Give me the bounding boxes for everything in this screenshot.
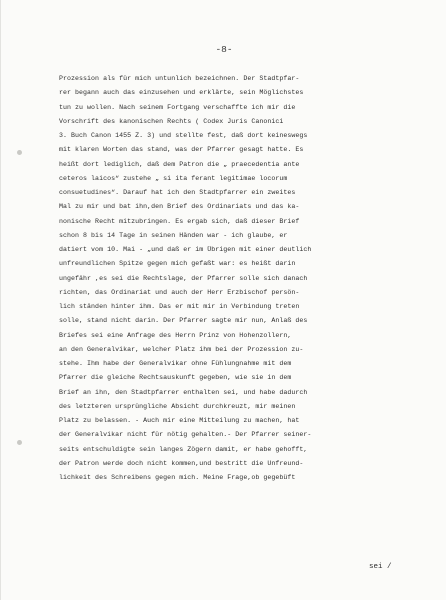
text-line: der Generalvikar nicht für nötig gehalten.- Der Pfarrer seiner- bbox=[59, 431, 312, 439]
text-line: seits entschuldigte sein langes Zögern damit, er habe gehofft, bbox=[59, 445, 308, 453]
text-line: stehe. Ihm habe der Generalvikar ohne Fühlungnahme mit dem bbox=[59, 360, 292, 367]
text-line: ceteros laicos“ zustehe „ si ita ferant legitimae locorum bbox=[59, 174, 288, 182]
continuation-mark: sei / bbox=[369, 563, 392, 571]
text-line: nonische Recht mitzubringen. Es ergab sich, daß dieser Brief bbox=[59, 217, 300, 225]
page-number: -8- bbox=[215, 44, 233, 55]
punch-hole-mark bbox=[17, 440, 22, 445]
text-line: der Patron werde doch nicht kommen,und bestritt die Unfreund- bbox=[59, 459, 304, 467]
text-line: 3. Buch Canon 1455 Z. 3) und stellte fest, daß dort keineswegs bbox=[59, 132, 308, 139]
text-line: consuetudines“. Darauf hat ich den Stadtpfarrer ein zweites bbox=[59, 189, 296, 196]
text-line: lich ständen hinter ihm. Das er mit mir in Verbindung treten bbox=[59, 303, 300, 310]
text-line: des letzteren ursprüngliche Absicht durchkreuzt, mir meinen bbox=[59, 402, 296, 410]
text-line: Pfarrer die gleiche Rechtsauskunft gegeben, wie sie in dem bbox=[59, 374, 292, 382]
text-line: lichkeit des Schreibens gegen mich. Meine Frage,ob gegebüft bbox=[59, 474, 296, 481]
text-line: unfreundlichen Spitze gegen mich gefaßt war: es heißt darin bbox=[59, 260, 296, 268]
text-line: solle, stand nicht darin. Der Pfarrer sagte mir nun, Anlaß des bbox=[59, 317, 308, 325]
text-line: richten, das Ordinariat und auch der Herr Erzbischof persön- bbox=[59, 288, 300, 296]
text-line: Mal zu mir und bat ihn,den Brief des Ordinariats und das ka- bbox=[59, 203, 300, 211]
text-line: ungefähr ,es sei die Rechtslage, der Pfarrer solle sich danach bbox=[59, 274, 308, 282]
text-line: Platz zu belassen. - Auch mir eine Mitteilung zu machen, hat bbox=[59, 417, 300, 424]
text-line: schon 8 bis 14 Tage in seinen Händen war - ich glaube, er bbox=[59, 231, 288, 239]
text-line: Brief an ihn, den Stadtpfarrer enthalten sei, und habe dadurch bbox=[59, 388, 308, 396]
text-line: Briefes sei eine Anfrage des Herrn Prinz von Hohenzollern, bbox=[59, 331, 292, 339]
punch-hole-mark bbox=[17, 150, 22, 155]
letter-body bbox=[59, 72, 439, 485]
text-line: rer begann auch das einzusehen und erklärte, sein Möglichstes bbox=[59, 89, 304, 97]
text-line: an den Generalvikar, welcher Platz ihm bei der Prozession zu- bbox=[59, 345, 304, 353]
text-line: datiert vom 10. Mai - „und daß er im Übrigen mit einer deutlich bbox=[59, 246, 312, 253]
text-line: mit klaren Worten das stand, was der Pfarrer gesagt hatte. Es bbox=[59, 146, 304, 154]
text-line: Prozession als für mich untunlich bezeichnen. Der Stadtpfar- bbox=[59, 75, 300, 82]
text-line: Vorschrift des kanonischen Rechts ( Codex Juris Canonici bbox=[59, 117, 284, 125]
text-line: heißt dort lediglich, daß dem Patron die „ praecedentia ante bbox=[59, 160, 300, 168]
text-line: tun zu wollen. Nach seinem Fortgang verschaffte ich mir die bbox=[59, 103, 296, 111]
